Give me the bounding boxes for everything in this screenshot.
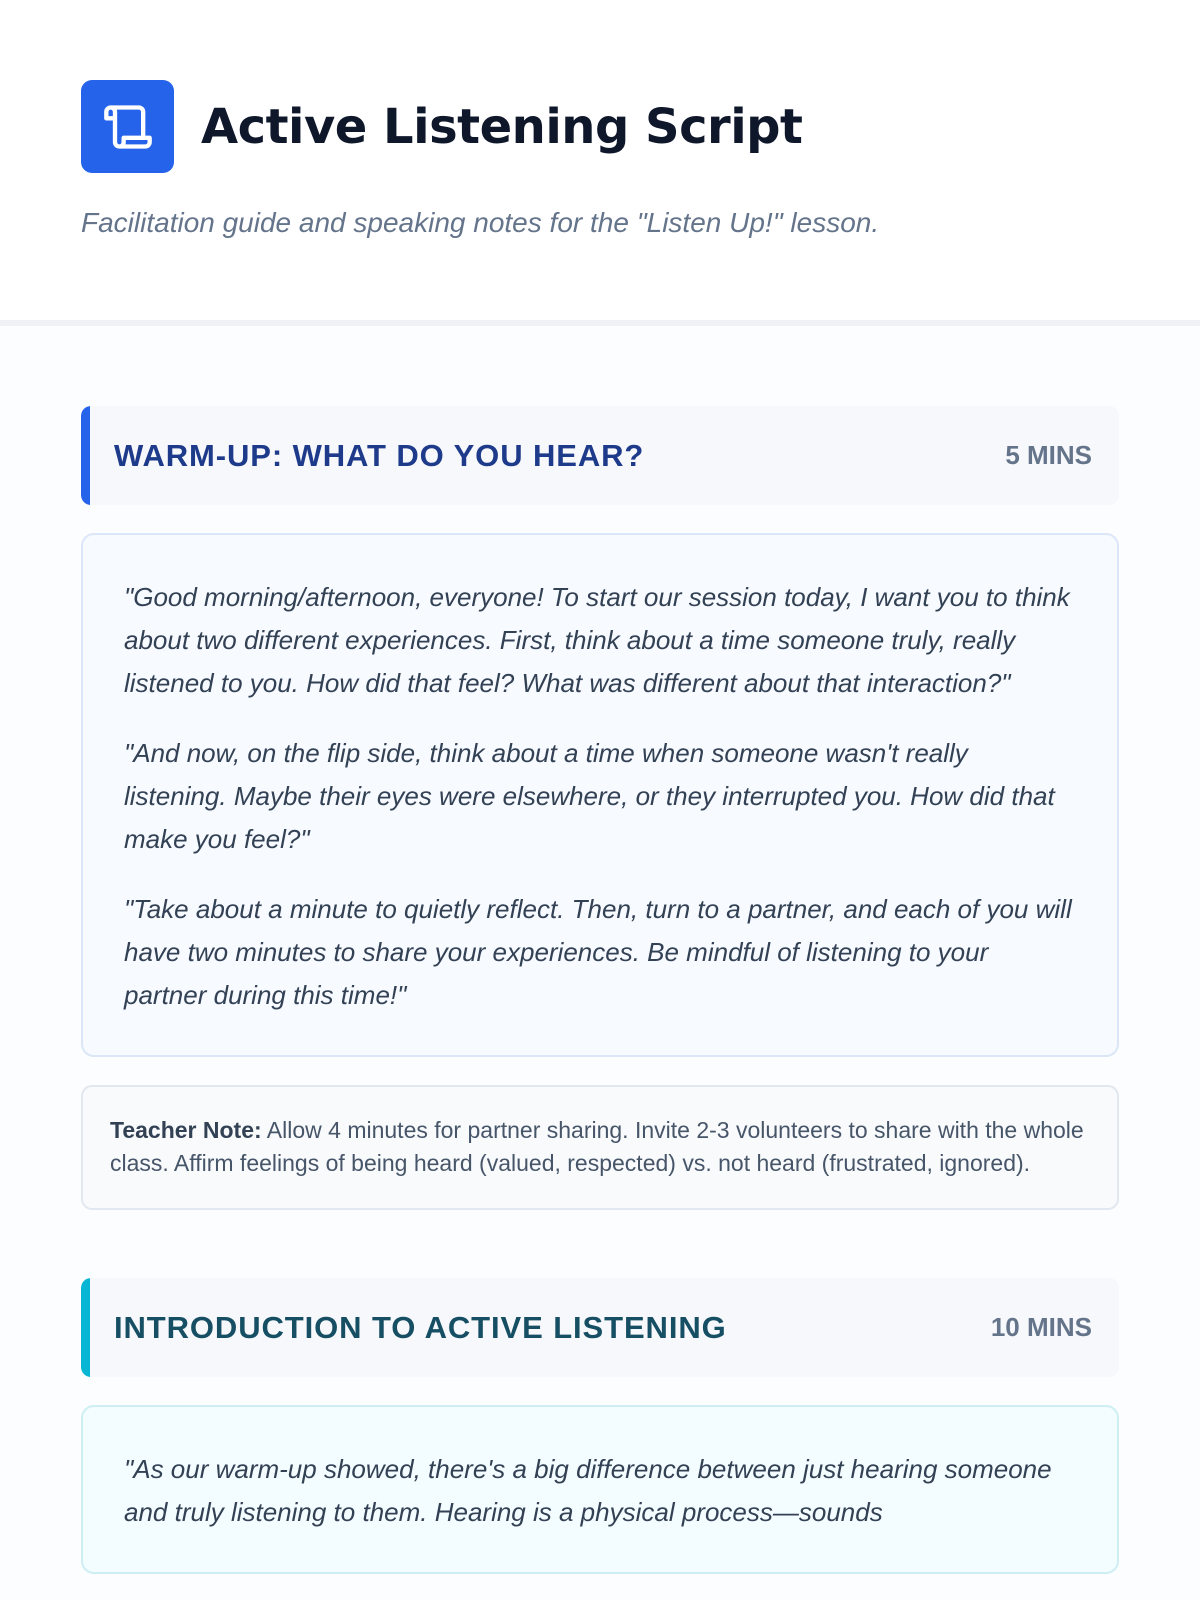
section-header: [81, 1278, 1119, 1377]
section-duration: 5 MINS: [1005, 440, 1092, 470]
section-title: WARM-UP: WHAT DO YOU HEAR?: [114, 437, 645, 473]
script-paragraph: "Take about a minute to quietly reflect. Then, turn to a partner, and each of you will have two minutes to share your experiences. Be mindful of listening to your partner during this time!": [124, 894, 1072, 1010]
section-header: [81, 406, 1119, 505]
page-header: [0, 0, 1200, 326]
section-introduction: [81, 1278, 1119, 1574]
teacher-note-text: Allow 4 minutes for partner sharing. Invite 2-3 volunteers to share with the whole class. Affirm feelings of being heard (valued, respected) vs. not heard (frustrated, ignored).: [110, 1117, 1084, 1176]
page-title: Active Listening Script: [201, 98, 803, 155]
script-content: [0, 326, 1200, 1600]
teacher-note-label: Teacher Note:: [110, 1117, 262, 1143]
scroll-icon: [81, 80, 174, 173]
script-box: [81, 533, 1119, 1057]
script-paragraph: "Good morning/afternoon, everyone! To start our session today, I want you to think about two different experiences. First, think about a time someone truly, really listened to you. How did that feel? What was different about that interaction?": [124, 582, 1070, 698]
script-paragraph: "And now, on the flip side, think about a time when someone wasn't really listening. Maybe their eyes were elsewhere, or they interrupted you. How did that make you feel?": [124, 738, 1055, 854]
page-subtitle: Facilitation guide and speaking notes for the "Listen Up!" lesson.: [81, 207, 880, 238]
teacher-note: [81, 1085, 1119, 1210]
section-title: INTRODUCTION TO ACTIVE LISTENING: [114, 1309, 727, 1345]
script-box: [81, 1405, 1119, 1574]
section-duration: 10 MINS: [990, 1312, 1092, 1342]
section-warm-up: [81, 406, 1119, 1210]
script-paragraph: "As our warm-up showed, there's a big difference between just hearing someone and truly listening to them. Hearing is a physical process—sounds: [124, 1454, 1052, 1527]
title-row: [81, 80, 1119, 173]
